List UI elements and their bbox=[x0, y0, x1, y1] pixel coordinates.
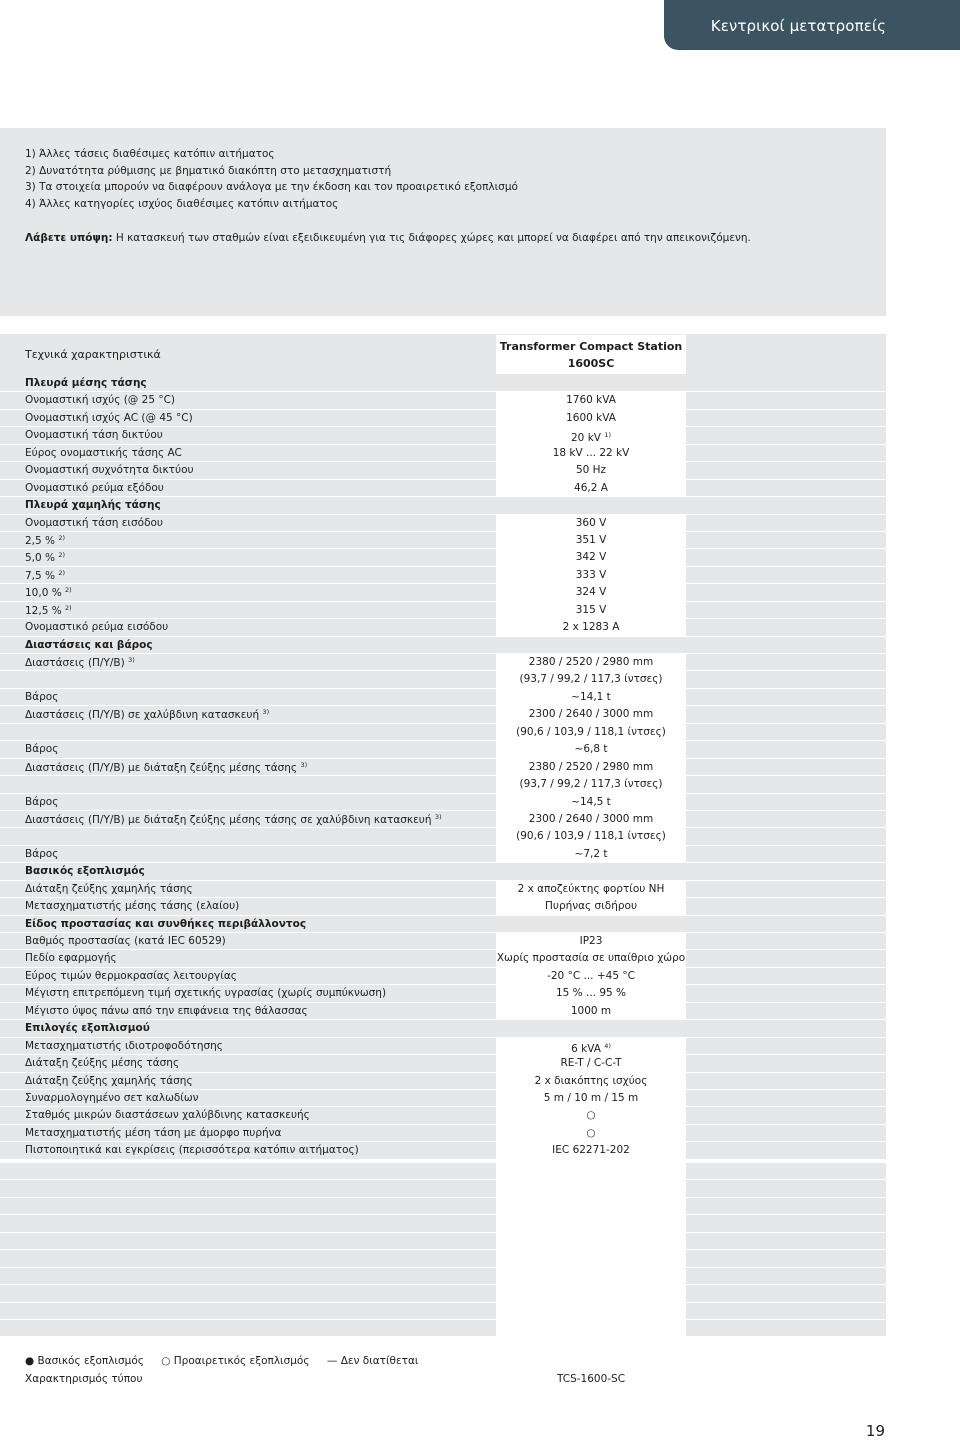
row-value bbox=[496, 1038, 686, 1054]
table-header-title: Τεχνικά χαρακτηριστικά bbox=[25, 348, 161, 361]
empty-row bbox=[0, 1320, 886, 1337]
empty-cell bbox=[496, 1303, 686, 1319]
row-value-text: 2300 / 2640 / 3000 mm bbox=[528, 708, 654, 721]
footnote-ref: 2) bbox=[65, 586, 72, 595]
row-value-text: (93,7 / 99,2 / 117,3 ίντσες) bbox=[519, 778, 663, 791]
row-label-text: 5,0 % bbox=[25, 552, 56, 565]
row-label bbox=[25, 691, 58, 703]
row-label-text: Βάρος bbox=[25, 743, 59, 756]
section-header-row bbox=[0, 1020, 886, 1037]
empty-row bbox=[0, 1198, 886, 1215]
table-row bbox=[0, 881, 886, 898]
row-label bbox=[25, 1092, 199, 1104]
table-row bbox=[0, 985, 886, 1002]
warning-note bbox=[25, 232, 751, 244]
table-row bbox=[0, 689, 886, 706]
row-value-text: (93,7 / 99,2 / 117,3 ίντσες) bbox=[519, 673, 663, 686]
empty-row bbox=[0, 1233, 886, 1250]
row-value bbox=[496, 427, 686, 443]
table-row bbox=[0, 1073, 886, 1090]
row-value bbox=[496, 776, 686, 792]
row-value bbox=[496, 375, 686, 391]
row-label bbox=[25, 394, 175, 406]
table-row bbox=[0, 811, 886, 828]
row-value-text: Πυρήνας σιδήρου bbox=[544, 900, 638, 913]
table-row bbox=[0, 532, 886, 549]
row-label bbox=[25, 1109, 310, 1121]
row-value bbox=[496, 689, 686, 705]
row-label-text: Εύρος τιμών θερμοκρασίας λειτουργίας bbox=[25, 969, 237, 982]
section-header-row bbox=[0, 637, 886, 654]
row-label-text: Βασικός εξοπλισμός bbox=[25, 865, 145, 878]
table-row bbox=[0, 1003, 886, 1020]
row-value-text: 351 V bbox=[575, 533, 607, 546]
row-value-text: (90,6 / 103,9 / 118,1 ίντσες) bbox=[516, 725, 666, 738]
row-value bbox=[496, 1090, 686, 1106]
row-label-text: Βαθμός προστασίας (κατά IEC 60529) bbox=[25, 935, 226, 947]
row-label-text: Διάταξη ζεύξης μέσης τάσης bbox=[25, 1057, 180, 1070]
empty-cell bbox=[496, 1215, 686, 1231]
empty-row bbox=[0, 1268, 886, 1285]
empty-row bbox=[0, 1163, 886, 1180]
row-value bbox=[496, 654, 686, 670]
table-row bbox=[0, 1125, 886, 1142]
row-value-text: 2 x διακόπτης ισχύος bbox=[534, 1074, 648, 1087]
table-row bbox=[0, 480, 886, 497]
empty-cell bbox=[496, 1285, 686, 1301]
row-label-text: Συναρμολογημένο σετ καλωδίων bbox=[25, 1091, 199, 1104]
warning-label: Λάβετε υπόψη: bbox=[25, 232, 113, 244]
row-value-text: ○ bbox=[586, 1109, 596, 1122]
row-label-text: 10,0 % bbox=[25, 587, 62, 600]
row-value-text: 6 kVA bbox=[571, 1042, 601, 1055]
row-value bbox=[496, 480, 686, 496]
empty-cell bbox=[496, 1180, 686, 1196]
row-value bbox=[496, 619, 686, 635]
row-label bbox=[25, 412, 193, 424]
row-value-text: 46,2 A bbox=[574, 481, 608, 494]
row-value-text: -20 °C ... +45 °C bbox=[547, 969, 635, 982]
table-row bbox=[0, 1142, 886, 1159]
section-header-row bbox=[0, 497, 886, 514]
row-label bbox=[25, 708, 269, 721]
row-value bbox=[496, 706, 686, 722]
row-value-text: 333 V bbox=[575, 568, 607, 581]
row-label bbox=[25, 499, 161, 511]
row-label-text: Είδος προστασίας και συνθήκες περιβάλλοντος bbox=[25, 917, 307, 930]
row-value-text: ~14,1 t bbox=[571, 690, 611, 703]
empty-cell bbox=[496, 1233, 686, 1249]
row-label bbox=[25, 1057, 179, 1069]
table-row bbox=[0, 584, 886, 601]
row-label-text: Διάταξη ζεύξης χαμηλής τάσης bbox=[25, 1074, 193, 1087]
row-value bbox=[496, 671, 686, 687]
row-value bbox=[496, 567, 686, 583]
row-value bbox=[496, 1107, 686, 1123]
row-label-text: Διάταξη ζεύξης χαμηλής τάσης bbox=[25, 882, 193, 895]
empty-row bbox=[0, 1250, 886, 1267]
table-row bbox=[0, 846, 886, 863]
row-label-text: Ονομαστική τάση εισόδου bbox=[25, 516, 163, 529]
footnote-ref: 2) bbox=[58, 533, 66, 542]
table-row bbox=[0, 1038, 886, 1055]
row-value bbox=[496, 724, 686, 740]
row-value bbox=[496, 1073, 686, 1089]
row-label bbox=[25, 604, 72, 617]
empty-table-area bbox=[0, 1163, 886, 1348]
row-label-text: Μέγιστο ύψος πάνω από την επιφάνεια της θάλασσας bbox=[25, 1004, 308, 1017]
empty-row bbox=[0, 1285, 886, 1302]
row-value bbox=[496, 985, 686, 1001]
table-row bbox=[0, 968, 886, 985]
table-row bbox=[0, 410, 886, 427]
row-value bbox=[496, 933, 686, 949]
row-value bbox=[496, 968, 686, 984]
row-value-text: 2 x αποζεύκτης φορτίου NH bbox=[517, 882, 665, 895]
row-value-text: 2380 / 2520 / 2980 mm bbox=[528, 656, 654, 668]
row-label-text: Μετασχηματιστής ιδιοτροφοδότησης bbox=[25, 1039, 223, 1052]
row-value bbox=[496, 637, 686, 653]
legend-optional: ○ Προαιρετικός εξοπλισμός bbox=[161, 1355, 310, 1367]
row-label bbox=[25, 534, 65, 547]
row-value-text: 18 kV ... 22 kV bbox=[552, 446, 630, 459]
row-label bbox=[25, 429, 163, 441]
table-row bbox=[0, 759, 886, 776]
row-value bbox=[496, 584, 686, 600]
row-label-text: Ονομαστική τάση δικτύου bbox=[25, 429, 163, 442]
product-name-line2: 1600SC bbox=[567, 356, 615, 370]
table-row bbox=[0, 462, 886, 479]
row-label-text: Εύρος ονομαστικής τάσης AC bbox=[25, 446, 182, 459]
row-label-text: Μέγιστη επιτρεπόμενη τιμή σχετικής υγρασίας (χωρίς συμπύκνωση) bbox=[25, 987, 387, 1000]
warning-text: Η κατασκευή των σταθμών είναι εξειδικευμένη για τις διάφορες χώρες και μπορεί να διαφέρει από την απεικονιζόμενη. bbox=[112, 232, 751, 244]
type-code-label: Χαρακτηρισμός τύπου bbox=[25, 1373, 143, 1385]
row-label-text: Επιλογές εξοπλισμού bbox=[25, 1022, 150, 1035]
row-label bbox=[25, 621, 168, 633]
table-row bbox=[0, 898, 886, 915]
footnote-1: 1) Άλλες τάσεις διαθέσιμες κατόπιν αιτήματος bbox=[25, 148, 275, 160]
row-value bbox=[496, 392, 686, 408]
section-header-row bbox=[0, 375, 886, 392]
row-value-text: 2380 / 2520 / 2980 mm bbox=[528, 760, 654, 773]
product-name-line1: Transformer Compact Station bbox=[499, 340, 683, 353]
footnotes-list bbox=[25, 146, 518, 212]
row-value bbox=[496, 410, 686, 426]
footnote-ref: 1) bbox=[604, 431, 611, 440]
empty-cell bbox=[496, 1198, 686, 1214]
type-code-value: TCS-1600-SC bbox=[556, 1373, 626, 1385]
row-label-text: Ονομαστική συχνότητα δικτύου bbox=[25, 464, 194, 477]
table-row bbox=[0, 671, 886, 688]
footnote-4: 4) Άλλες κατηγορίες ισχύος διαθέσιμες κατόπιν αιτήματος bbox=[25, 197, 339, 210]
row-value bbox=[496, 950, 686, 966]
footnote-3: 3) Τα στοιχεία μπορούν να διαφέρουν ανάλογα με την έκδοση και τον προαιρετικό εξοπλισμό bbox=[25, 181, 518, 194]
row-value bbox=[496, 828, 686, 844]
row-value-text: (90,6 / 103,9 / 118,1 ίντσες) bbox=[516, 830, 666, 843]
row-label bbox=[25, 377, 147, 389]
table-row bbox=[0, 392, 886, 409]
row-label-text: Πεδίο εφαρμογής bbox=[25, 952, 117, 965]
table-row bbox=[0, 933, 886, 950]
footnote-ref: 3) bbox=[300, 760, 308, 769]
row-value-text: 50 Hz bbox=[575, 464, 607, 477]
row-value-text: IEC 62271-202 bbox=[552, 1144, 630, 1157]
empty-row bbox=[0, 1215, 886, 1232]
row-label bbox=[25, 517, 163, 529]
row-value bbox=[496, 863, 686, 879]
row-value-text: ~14,5 t bbox=[571, 795, 611, 808]
table-row bbox=[0, 1055, 886, 1072]
row-label-text: Βάρος bbox=[25, 795, 59, 808]
legend-not-available: — Δεν διατίθεται bbox=[326, 1355, 419, 1367]
row-label bbox=[25, 1005, 308, 1017]
row-label-text: Πιστοποιητικά και εγκρίσεις (περισσότερα κατόπιν αιτήματος) bbox=[25, 1144, 359, 1157]
empty-cell bbox=[496, 1163, 686, 1179]
table-row bbox=[0, 427, 886, 444]
row-label-text: Διαστάσεις (Π/Υ/Β) με διάταξη ζεύξης μέσης τάσης σε χαλύβδινη κατασκευή bbox=[25, 813, 432, 826]
row-value-text: ○ bbox=[586, 1126, 596, 1139]
row-value bbox=[496, 881, 686, 897]
row-value-text: IP23 bbox=[579, 935, 603, 947]
row-label-text: Διαστάσεις και βάρος bbox=[25, 638, 153, 651]
section-header-row bbox=[0, 863, 886, 880]
row-label-text: Μετασχηματιστής μέση τάση με άμορφο πυρήνα bbox=[25, 1126, 282, 1139]
footnote-2: 2) Δυνατότητα ρύθμισης με βηματικό διακόπτη στο μετασχηματιστή bbox=[25, 164, 392, 177]
table-row bbox=[0, 1090, 886, 1107]
row-value bbox=[496, 741, 686, 757]
row-label-text: Μετασχηματιστής μέσης τάσης (ελαίου) bbox=[25, 900, 240, 913]
product-name bbox=[496, 339, 686, 372]
legend-standard: ● Βασικός εξοπλισμός bbox=[25, 1355, 144, 1367]
row-value bbox=[496, 846, 686, 862]
row-label bbox=[25, 761, 307, 774]
row-value-text: ~7,2 t bbox=[574, 847, 608, 860]
row-label bbox=[25, 918, 306, 930]
row-value bbox=[496, 1142, 686, 1158]
footnote-ref: 2) bbox=[58, 568, 66, 577]
row-value-text: 1760 kVA bbox=[566, 394, 616, 407]
row-label bbox=[25, 935, 226, 947]
row-value-text: 2 x 1283 A bbox=[562, 621, 620, 634]
row-label bbox=[25, 551, 65, 564]
table-row bbox=[0, 776, 886, 793]
row-label bbox=[25, 883, 193, 895]
section-title: Κεντρικοί μετατροπείς bbox=[710, 17, 886, 35]
spec-table bbox=[0, 375, 886, 1160]
table-row bbox=[0, 619, 886, 636]
row-value bbox=[496, 759, 686, 775]
row-value bbox=[496, 515, 686, 531]
row-label bbox=[25, 656, 135, 669]
row-label bbox=[25, 865, 145, 877]
row-label bbox=[25, 1040, 223, 1052]
table-row bbox=[0, 706, 886, 723]
row-label-text: Βάρος bbox=[25, 847, 59, 860]
row-value-text: 20 kV bbox=[571, 432, 601, 445]
footnote-ref: 4) bbox=[604, 1041, 611, 1050]
row-value-text: 5 m / 10 m / 15 m bbox=[543, 1091, 639, 1104]
row-label-text: Πλευρά μέσης τάσης bbox=[25, 377, 147, 389]
row-label-text: Διαστάσεις (Π/Υ/Β) με διάταξη ζεύξης μέσης τάσης bbox=[25, 761, 298, 774]
table-row bbox=[0, 654, 886, 671]
row-value bbox=[496, 1003, 686, 1019]
row-value-text: 324 V bbox=[575, 586, 607, 599]
row-label-text: Ονομαστικό ρεύμα εισόδου bbox=[25, 621, 169, 634]
table-row bbox=[0, 602, 886, 619]
row-value bbox=[496, 445, 686, 461]
row-label-text: Πλευρά χαμηλής τάσης bbox=[25, 499, 161, 512]
row-value-text: 1000 m bbox=[570, 1004, 612, 1017]
page-number: 19 bbox=[865, 1422, 885, 1440]
row-label bbox=[25, 796, 58, 808]
empty-row bbox=[0, 1180, 886, 1197]
row-label bbox=[25, 447, 182, 459]
row-value-text: 1600 kVA bbox=[566, 411, 616, 424]
footnote-ref: 3) bbox=[434, 812, 442, 821]
row-value bbox=[496, 794, 686, 810]
empty-row bbox=[0, 1303, 886, 1320]
row-label-text: Βάρος bbox=[25, 690, 59, 703]
row-label bbox=[25, 952, 117, 964]
section-header-row bbox=[0, 916, 886, 933]
row-value-text: 15 % ... 95 % bbox=[555, 987, 627, 1000]
empty-cell bbox=[496, 1320, 686, 1336]
row-label bbox=[25, 1022, 150, 1034]
row-value bbox=[496, 532, 686, 548]
footnote-ref: 3) bbox=[128, 656, 135, 664]
empty-cell bbox=[496, 1250, 686, 1266]
row-label-text: 2,5 % bbox=[25, 534, 56, 547]
row-label bbox=[25, 970, 237, 982]
row-label-text: Ονομαστικό ρεύμα εξόδου bbox=[25, 481, 164, 494]
table-row bbox=[0, 724, 886, 741]
table-row bbox=[0, 567, 886, 584]
footnote-ref: 2) bbox=[65, 603, 72, 612]
row-value bbox=[496, 549, 686, 565]
row-value bbox=[496, 1055, 686, 1071]
row-value bbox=[496, 497, 686, 513]
row-label bbox=[25, 464, 194, 476]
table-row bbox=[0, 794, 886, 811]
table-row bbox=[0, 515, 886, 532]
row-value-text: Χωρίς προστασία σε υπαίθριο χώρο bbox=[496, 952, 686, 965]
row-label-text: Ονομαστική ισχύς (@ 25 °C) bbox=[25, 394, 176, 407]
row-label-text: 7,5 % bbox=[25, 569, 56, 582]
row-label bbox=[25, 900, 239, 912]
row-value-text: 2300 / 2640 / 3000 mm bbox=[528, 812, 654, 825]
row-label bbox=[25, 848, 58, 860]
row-value-text: RE-T / C-C-T bbox=[560, 1057, 622, 1070]
row-label bbox=[25, 987, 386, 999]
table-row bbox=[0, 549, 886, 566]
row-label bbox=[25, 586, 72, 599]
table-row bbox=[0, 1107, 886, 1124]
table-row bbox=[0, 741, 886, 758]
row-label bbox=[25, 1144, 359, 1156]
row-value-text: ~6,8 t bbox=[574, 743, 608, 756]
row-label bbox=[25, 482, 164, 494]
row-label bbox=[25, 743, 58, 755]
table-row bbox=[0, 950, 886, 967]
table-row bbox=[0, 828, 886, 845]
row-value-text: 315 V bbox=[575, 603, 607, 616]
empty-cell bbox=[496, 1268, 686, 1284]
row-value bbox=[496, 1125, 686, 1141]
row-value bbox=[496, 811, 686, 827]
row-value-text: 342 V bbox=[575, 551, 607, 564]
row-label-text: Σταθμός μικρών διαστάσεων χαλύβδινης κατασκευής bbox=[25, 1109, 310, 1122]
row-label bbox=[25, 1075, 193, 1087]
row-label bbox=[25, 569, 65, 582]
table-row bbox=[0, 445, 886, 462]
footnote-ref: 2) bbox=[58, 551, 66, 560]
row-value bbox=[496, 602, 686, 618]
row-value bbox=[496, 916, 686, 932]
row-label-text: 12,5 % bbox=[25, 604, 62, 617]
row-label bbox=[25, 1127, 281, 1139]
row-value bbox=[496, 1020, 686, 1036]
row-label-text: Ονομαστική ισχύς AC (@ 45 °C) bbox=[25, 411, 193, 424]
row-value-text: 360 V bbox=[575, 516, 607, 529]
row-label-text: Διαστάσεις (Π/Υ/Β) σε χαλύβδινη κατασκευή bbox=[25, 709, 260, 722]
row-label bbox=[25, 639, 153, 651]
row-value bbox=[496, 462, 686, 478]
row-value bbox=[496, 898, 686, 914]
row-label bbox=[25, 813, 442, 826]
footnote-ref: 3) bbox=[262, 708, 270, 717]
legend bbox=[25, 1355, 432, 1367]
row-label-text: Διαστάσεις (Π/Υ/Β) bbox=[25, 657, 125, 669]
